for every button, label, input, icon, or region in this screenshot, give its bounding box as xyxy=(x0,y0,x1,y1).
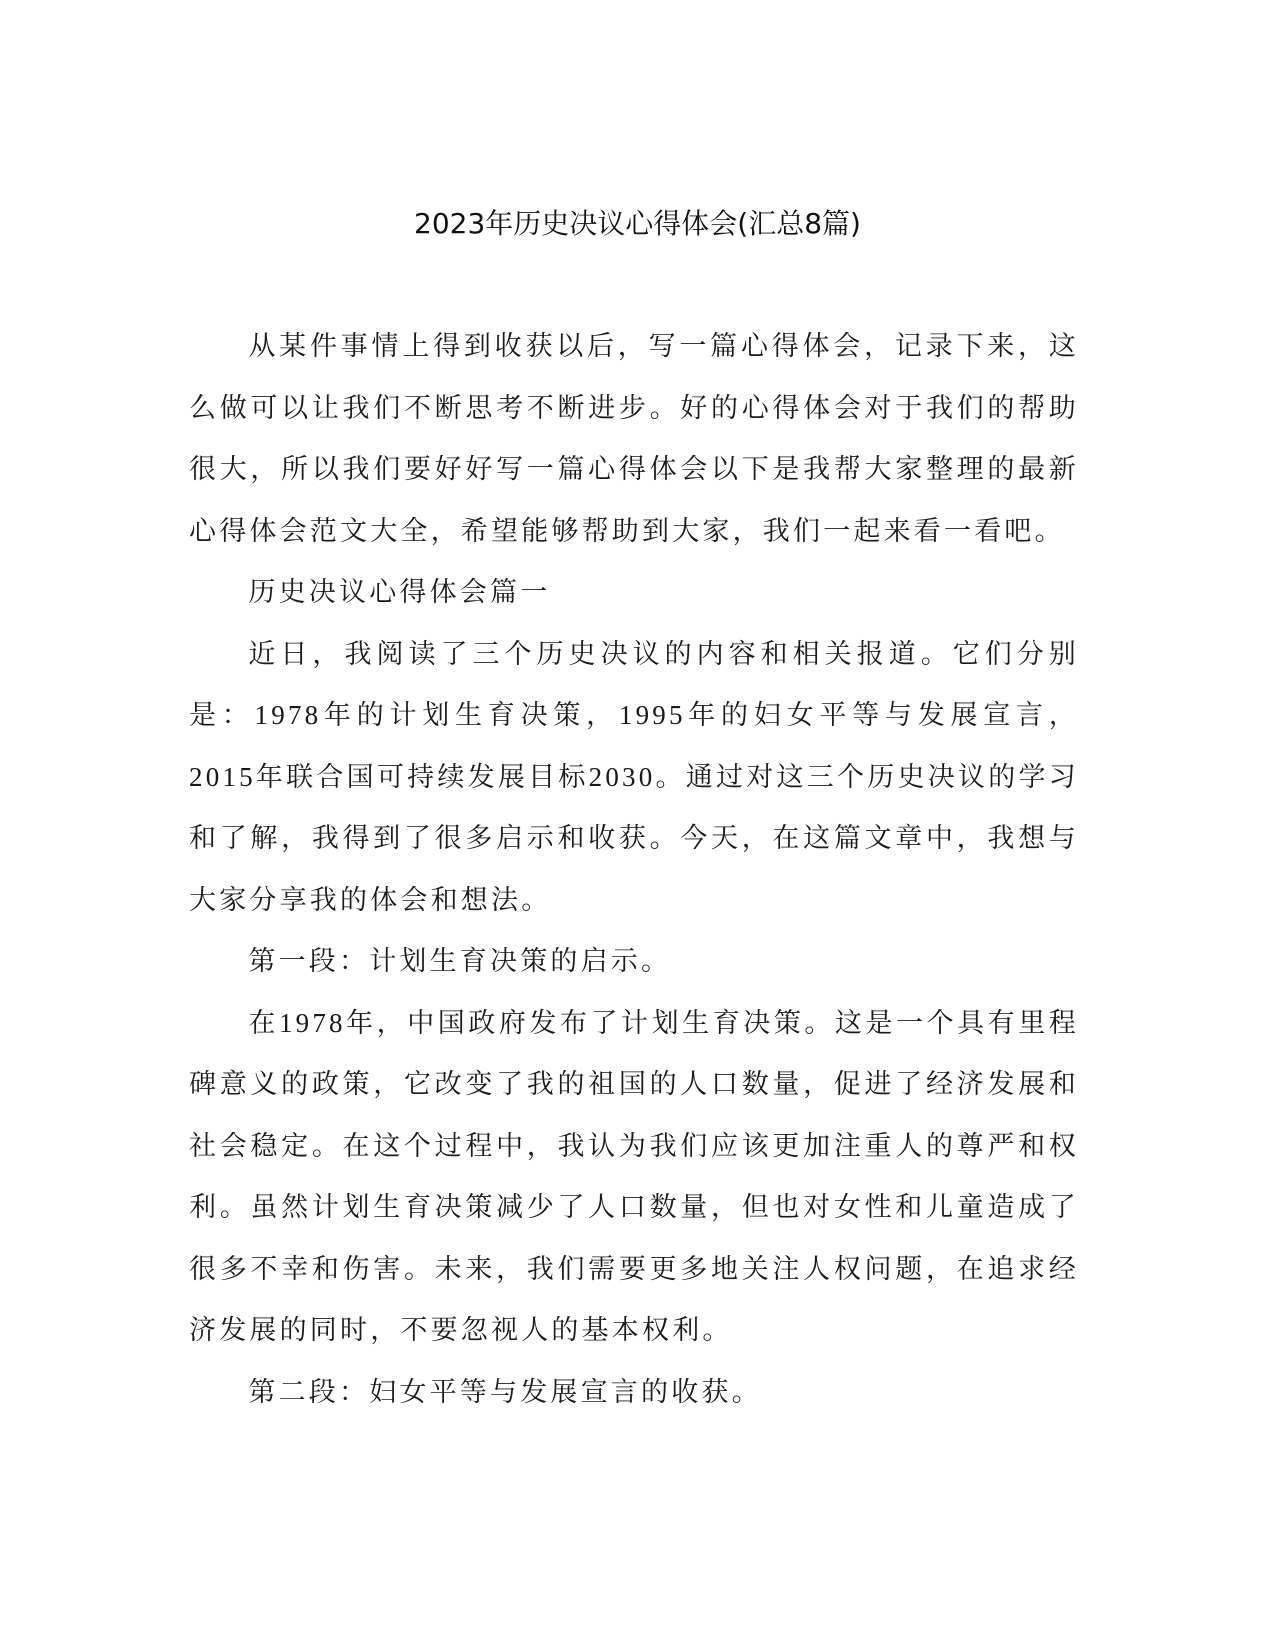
document-title: 2023年历史决议心得体会(汇总8篇) xyxy=(414,207,861,240)
section-heading-part-one: 历史决议心得体会篇一 xyxy=(248,577,551,607)
intro-paragraph: 从某件事情上得到收获以后，写一篇心得体会，记录下来，这么做可以让我们不断思考不断进步。好的心得体会对于我们的帮助很大，所以我们要好好写一篇心得体会以下是我帮大家整理的最新心得体会范文大全，希望能够帮助到大家，我们一起来看一看吧。 xyxy=(189,331,1079,546)
section-heading-second-segment: 第二段：妇女平等与发展宣言的收获。 xyxy=(248,1376,762,1407)
document-body xyxy=(189,316,1079,1423)
section-heading-first-segment: 第一段：计划生育决策的启示。 xyxy=(248,946,672,976)
body-paragraph: 在1978年，中国政府发布了计划生育决策。这是一个具有里程碑意义的政策，它改变了我的祖国的人口数量，促进了经济发展和社会稳定。在这个过程中，我认为我们应该更加注重人的尊严和权利。虽然计划生育决策减少了人口数量，但也对女性和儿童造成了很多不幸和伤害。未来，我们需要更多地关注人权问题，在追求经济发展的同时，不要忽视人的基本权利。 xyxy=(189,1007,1079,1345)
body-paragraph: 近日，我阅读了三个历史决议的内容和相关报道。它们分别是：1978年的计划生育决策，1995年的妇女平等与发展宣言，2015年联合国可持续发展目标2030。通过对这三个历史决议的学习和了解，我得到了很多启示和收获。今天，在这篇文章中，我想与大家分享我的体会和想法。 xyxy=(189,638,1079,915)
